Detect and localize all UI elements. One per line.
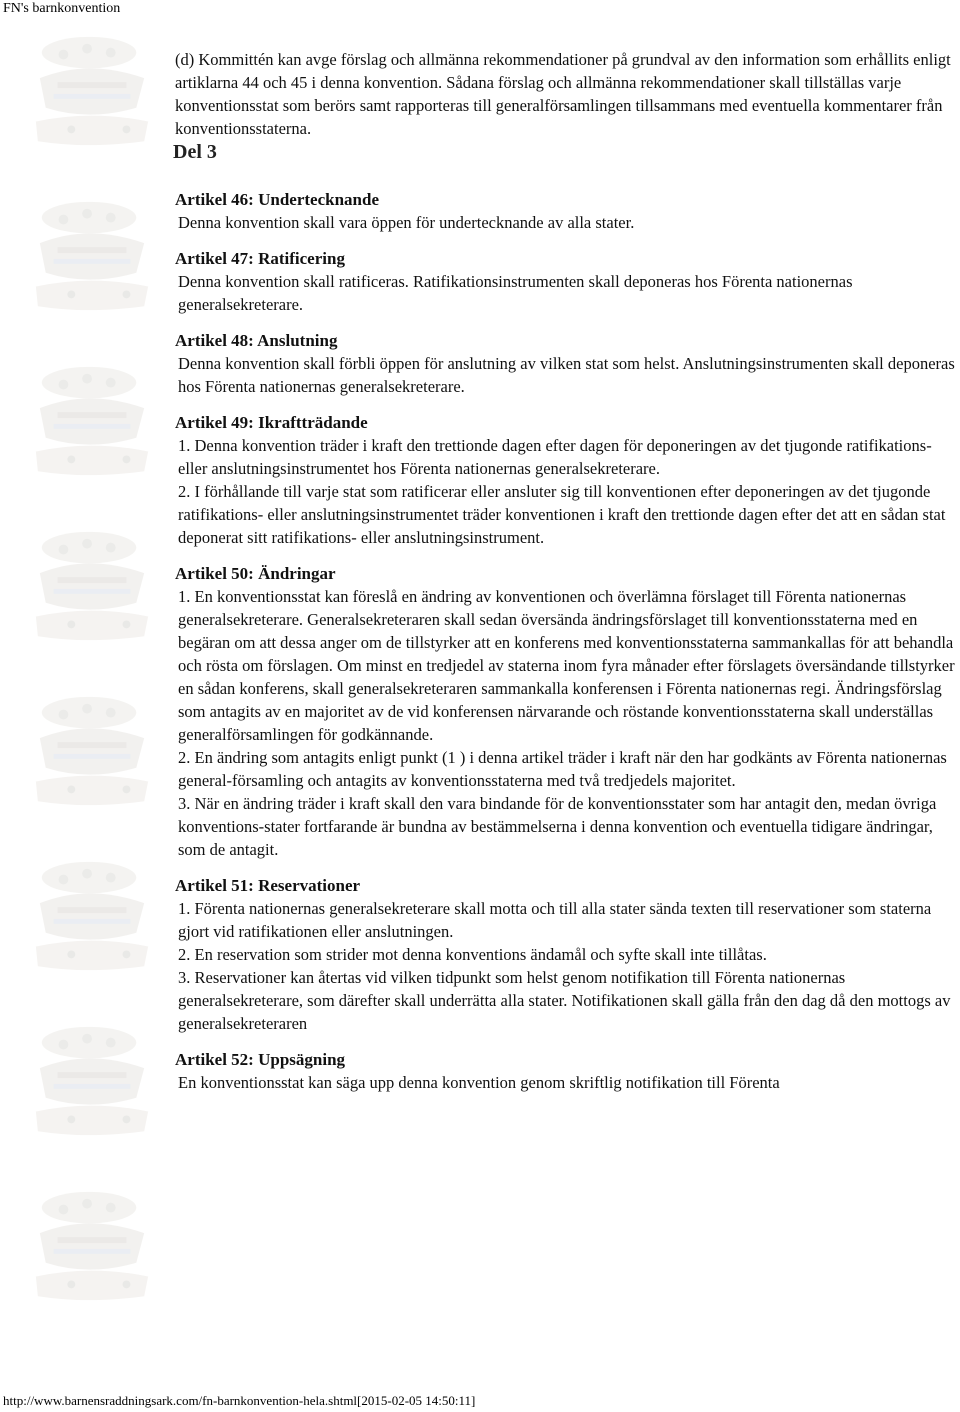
article-52 — [175, 1049, 955, 1094]
watermark-logo-icon — [28, 1185, 156, 1305]
article-paragraph: 2. En reservation som strider mot denna konventions ändamål och syfte skall inte tillåtas. — [178, 945, 767, 964]
article-paragraph: Denna konvention skall förbli öppen för anslutning av vilken stat som helst. Anslutningsinstrumenten skall deponeras hos Förenta nationernas generalsekreterare. — [178, 354, 955, 396]
page-header-title: FN's barnkonvention — [3, 1, 121, 16]
article-body — [175, 585, 955, 861]
watermark-logo-icon — [28, 525, 156, 645]
page-footer-url: http://www.barnensraddningsark.com/fn-barnkonvention-hela.shtml[2015-02-05 14:50:11] — [3, 1393, 476, 1408]
article-48 — [175, 330, 955, 398]
article-title: Artikel 48: Anslutning — [175, 331, 338, 350]
article-paragraph: En konventionsstat kan säga upp denna konvention genom skriftlig notifikation till Förenta — [178, 1073, 780, 1092]
article-paragraph: 2. I förhållande till varje stat som ratificerar eller ansluter sig till konventionen efter deponeringen av det tjugonde ratifikations- eller anslutningsinstrumentet träder konventionen i kraft den trettionde dagen efter det att en sådan stat deponerat sitt ratifikations- eller anslutningsinstrument. — [178, 482, 946, 547]
article-paragraph: 1. En konventionsstat kan föreslå en ändring av konventionen och överlämna förslaget till Förenta nationernas generalsekreterare. Generalsekreteraren skall sedan översända ändringsförslaget till konventionsstaterna med en begäran om att dessa anger om de tillstyrker att en konferens med konventionsstaterna sammankallas för att behandla och rösta om förslagen. Om minst en tredjedel av staterna inom fyra månader efter förslagets översändande tillstyrker en sådan konferens, skall generalsekreteraren sammankalla konferensen i Förenta nationernas regi. Ändringsförslag som antagits av en majoritet av de vid konferensen närvarande och röstande konventionsstaterna skall underställas generalförsamlingen för godkännande. — [178, 587, 955, 744]
article-title: Artikel 47: Ratificering — [175, 249, 345, 268]
intro-paragraph: (d) Kommittén kan avge förslag och allmänna rekommendationer på grundval av den information som erhållits enligt artiklarna 44 och 45 i denna konvention. Sådana förslag och allmänna rekommendationer skall tillställas varje konventionsstat som berörs samt rapporteras till generalförsamlingen tillsammans med eventuella kommentarer från konventionsstaterna. — [175, 50, 951, 138]
article-51 — [175, 875, 955, 1035]
article-paragraph: Denna konvention skall ratificeras. Ratifikationsinstrumenten skall deponeras hos Förenta nationernas generalsekreterare. — [178, 272, 853, 314]
article-paragraph: 3. När en ändring träder i kraft skall den vara bindande för de konventionsstater som har antagit den, medan övriga konventions-stater fortfarande är bundna av bestämmelserna i denna konvention och eventuella tidigare ändringar, som de antagit. — [178, 794, 937, 859]
article-body — [175, 270, 955, 316]
article-paragraph: 1. Denna konvention träder i kraft den trettionde dagen efter dagen för deponeringen av det tjugonde ratifikations- eller anslutningsinstrumentet hos Förenta nationernas generalsekreterare. — [178, 436, 932, 478]
watermark-logo-column — [28, 30, 158, 1360]
watermark-logo-icon — [28, 30, 156, 150]
watermark-logo-icon — [28, 1020, 156, 1140]
article-body — [175, 211, 955, 234]
article-body — [175, 897, 955, 1035]
article-title: Artikel 52: Uppsägning — [175, 1050, 346, 1069]
article-paragraph: 3. Reservationer kan återtas vid vilken tidpunkt som helst genom notifikation till Förenta nationernas generalsekreterare, som därefter skall underrätta alla stater. Notifikationen skall gälla från den dag då den mottogs av generalsekreteraren — [178, 968, 951, 1033]
watermark-logo-icon — [28, 690, 156, 810]
article-body — [175, 1071, 955, 1094]
watermark-logo-icon — [28, 195, 156, 315]
article-47 — [175, 248, 955, 316]
article-title: Artikel 49: Ikraftträdande — [175, 413, 368, 432]
document-body — [175, 48, 955, 1108]
article-paragraph: Denna konvention skall vara öppen för undertecknande av alla stater. — [178, 213, 635, 232]
article-body — [175, 352, 955, 398]
article-paragraph: 1. Förenta nationernas generalsekreterare skall motta och till alla stater sända texten till reservationer som staterna gjort vid ratifikationen eller anslutningen. — [178, 899, 932, 941]
watermark-logo-icon — [28, 360, 156, 480]
article-title: Artikel 51: Reservationer — [175, 876, 361, 895]
article-paragraph: 2. En ändring som antagits enligt punkt (1 ) i denna artikel träder i kraft när den har godkänts av Förenta nationernas general-församling och antagits av konventionsstaterna med två tredjedels majoritet. — [178, 748, 947, 790]
article-title: Artikel 50: Ändringar — [175, 564, 336, 583]
article-title: Artikel 46: Undertecknande — [175, 190, 379, 209]
part-title: Del 3 — [173, 141, 217, 163]
article-50 — [175, 563, 955, 861]
article-46 — [175, 189, 955, 234]
article-body — [175, 434, 955, 549]
article-49 — [175, 412, 955, 549]
watermark-logo-icon — [28, 855, 156, 975]
